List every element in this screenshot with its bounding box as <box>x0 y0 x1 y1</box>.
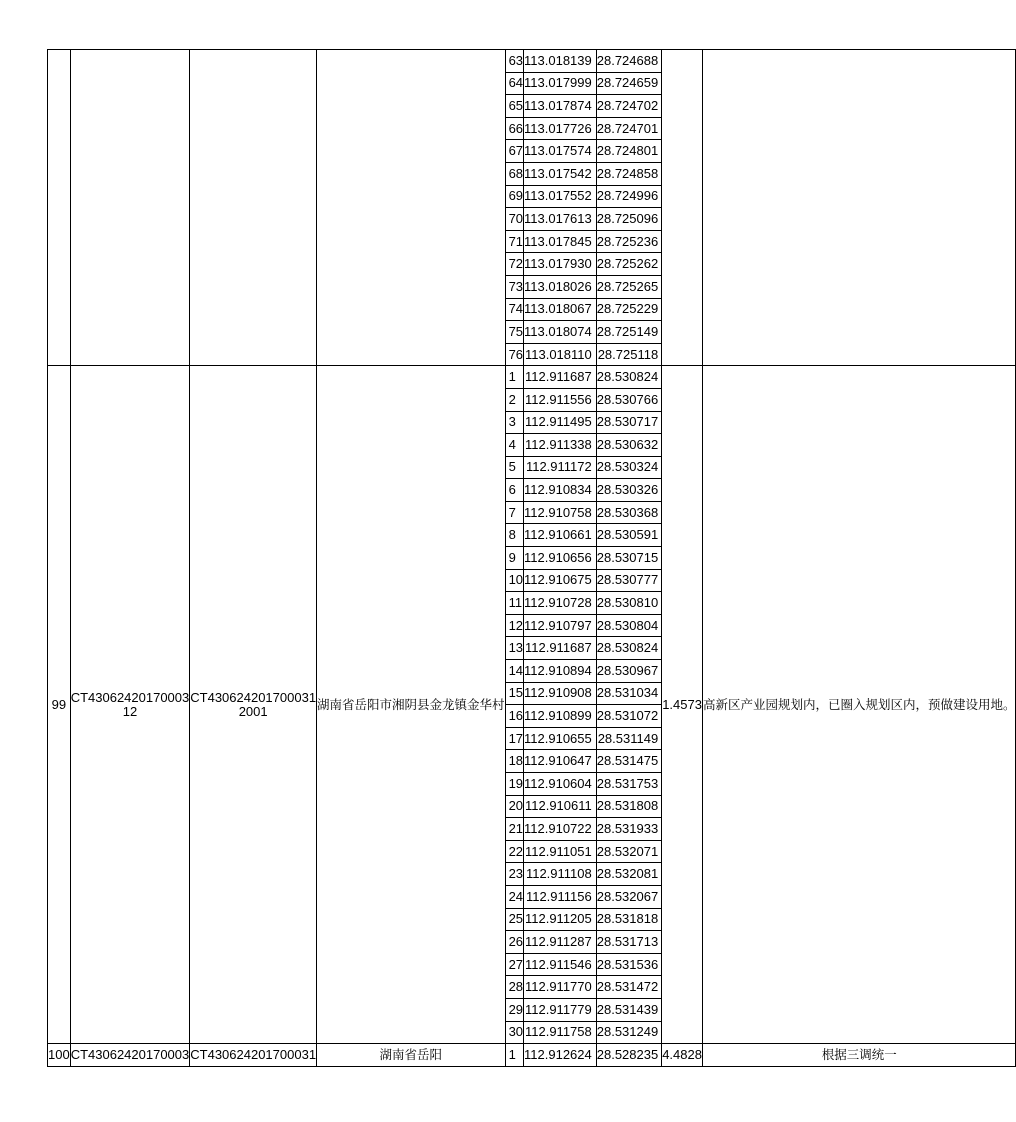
point-number: 22 <box>505 840 523 863</box>
longitude-cell: 112.910611 <box>524 795 597 818</box>
latitude-cell: 28.530810 <box>596 592 661 615</box>
latitude-cell: 28.531753 <box>596 773 661 796</box>
code2-line2: 2001 <box>238 703 268 719</box>
point-number: 1 <box>505 366 523 389</box>
seq-cell <box>48 50 71 366</box>
point-number: 70 <box>505 208 523 231</box>
latitude-cell: 28.530777 <box>596 569 661 592</box>
point-number: 71 <box>505 230 523 253</box>
note-cell <box>702 50 1016 366</box>
point-number: 67 <box>505 140 523 163</box>
point-number: 13 <box>505 637 523 660</box>
longitude-cell: 112.911687 <box>524 366 597 389</box>
point-number: 24 <box>505 885 523 908</box>
point-number: 74 <box>505 298 523 321</box>
longitude-cell: 113.017613 <box>524 208 597 231</box>
longitude-cell: 112.912624 <box>524 1044 597 1067</box>
longitude-cell: 112.910675 <box>524 569 597 592</box>
point-number: 18 <box>505 750 523 773</box>
latitude-cell: 28.724996 <box>596 185 661 208</box>
point-number: 27 <box>505 953 523 976</box>
point-number: 15 <box>505 682 523 705</box>
longitude-cell: 112.911108 <box>524 863 597 886</box>
seq-cell: 100 <box>48 1044 71 1067</box>
point-number: 19 <box>505 773 523 796</box>
latitude-cell: 28.531034 <box>596 682 661 705</box>
longitude-cell: 112.911287 <box>524 931 597 954</box>
point-number: 28 <box>505 976 523 999</box>
latitude-cell: 28.530715 <box>596 547 661 570</box>
point-number: 17 <box>505 727 523 750</box>
point-number: 6 <box>505 479 523 502</box>
longitude-cell: 112.911556 <box>524 388 597 411</box>
latitude-cell: 28.724858 <box>596 162 661 185</box>
code2-cell: CT430624201700031 <box>190 1044 317 1067</box>
longitude-cell: 113.017845 <box>524 230 597 253</box>
longitude-cell: 113.018110 <box>524 343 597 366</box>
latitude-cell: 28.530368 <box>596 501 661 524</box>
point-number: 66 <box>505 117 523 140</box>
latitude-cell: 28.532081 <box>596 863 661 886</box>
latitude-cell: 28.531439 <box>596 998 661 1021</box>
latitude-cell: 28.724702 <box>596 95 661 118</box>
latitude-cell: 28.530824 <box>596 637 661 660</box>
latitude-cell: 28.531933 <box>596 818 661 841</box>
code2-cell <box>190 366 317 1044</box>
point-number: 68 <box>505 162 523 185</box>
latitude-cell: 28.531536 <box>596 953 661 976</box>
latitude-cell: 28.531149 <box>596 727 661 750</box>
longitude-cell: 113.018067 <box>524 298 597 321</box>
table-row <box>48 366 1016 389</box>
point-number: 21 <box>505 818 523 841</box>
note-cell: 高新区产业园规划内，已圈入规划区内，预做建设用地。 <box>702 366 1016 1044</box>
longitude-cell: 112.910894 <box>524 660 597 683</box>
latitude-cell: 28.725118 <box>596 343 661 366</box>
point-number: 16 <box>505 705 523 728</box>
point-number: 3 <box>505 411 523 434</box>
location-cell: 湖南省岳阳 <box>317 1044 506 1067</box>
area-cell: 1.4573 <box>662 366 703 1044</box>
point-number: 30 <box>505 1021 523 1044</box>
latitude-cell: 28.531475 <box>596 750 661 773</box>
point-number: 26 <box>505 931 523 954</box>
area-cell: 4.4828 <box>662 1044 703 1067</box>
point-number: 8 <box>505 524 523 547</box>
code1-cell: CT43062420170003 <box>70 1044 190 1067</box>
latitude-cell: 28.725262 <box>596 253 661 276</box>
point-number: 72 <box>505 253 523 276</box>
latitude-cell: 28.530766 <box>596 388 661 411</box>
longitude-cell: 112.910728 <box>524 592 597 615</box>
longitude-cell: 112.910655 <box>524 727 597 750</box>
longitude-cell: 112.910647 <box>524 750 597 773</box>
latitude-cell: 28.531808 <box>596 795 661 818</box>
point-number: 14 <box>505 660 523 683</box>
latitude-cell: 28.530324 <box>596 456 661 479</box>
coordinate-table <box>47 49 1016 1067</box>
longitude-cell: 113.017542 <box>524 162 597 185</box>
longitude-cell: 112.910908 <box>524 682 597 705</box>
code1-line2: 12 <box>122 703 138 719</box>
longitude-cell: 113.017552 <box>524 185 597 208</box>
longitude-cell: 112.910834 <box>524 479 597 502</box>
longitude-cell: 112.911495 <box>524 411 597 434</box>
point-number: 63 <box>505 50 523 73</box>
point-number: 1 <box>505 1044 523 1067</box>
latitude-cell: 28.725236 <box>596 230 661 253</box>
latitude-cell: 28.724659 <box>596 72 661 95</box>
latitude-cell: 28.724688 <box>596 50 661 73</box>
point-number: 75 <box>505 321 523 344</box>
latitude-cell: 28.530804 <box>596 614 661 637</box>
latitude-cell: 28.531072 <box>596 705 661 728</box>
area-cell <box>662 50 703 366</box>
longitude-cell: 112.911770 <box>524 976 597 999</box>
longitude-cell: 113.017574 <box>524 140 597 163</box>
latitude-cell: 28.530632 <box>596 434 661 457</box>
code2-cell <box>190 50 317 366</box>
latitude-cell: 28.725096 <box>596 208 661 231</box>
point-number: 5 <box>505 456 523 479</box>
latitude-cell: 28.531249 <box>596 1021 661 1044</box>
point-number: 69 <box>505 185 523 208</box>
longitude-cell: 112.910604 <box>524 773 597 796</box>
code2-line1: CT430624201700031 <box>190 689 317 705</box>
longitude-cell: 112.911546 <box>524 953 597 976</box>
longitude-cell: 112.910758 <box>524 501 597 524</box>
table-row <box>48 1044 1016 1067</box>
note-cell: 根据三调统一 <box>702 1044 1016 1067</box>
latitude-cell: 28.725265 <box>596 275 661 298</box>
latitude-cell: 28.724801 <box>596 140 661 163</box>
latitude-cell: 28.532067 <box>596 885 661 908</box>
point-number: 11 <box>505 592 523 615</box>
latitude-cell: 28.532071 <box>596 840 661 863</box>
longitude-cell: 112.910722 <box>524 818 597 841</box>
longitude-cell: 112.911156 <box>524 885 597 908</box>
longitude-cell: 112.911779 <box>524 998 597 1021</box>
latitude-cell: 28.530326 <box>596 479 661 502</box>
latitude-cell: 28.531472 <box>596 976 661 999</box>
longitude-cell: 113.017726 <box>524 117 597 140</box>
longitude-cell: 113.017874 <box>524 95 597 118</box>
point-number: 73 <box>505 275 523 298</box>
longitude-cell: 112.911687 <box>524 637 597 660</box>
point-number: 29 <box>505 998 523 1021</box>
point-number: 25 <box>505 908 523 931</box>
code1-line1: CT43062420170003 <box>70 689 190 705</box>
longitude-cell: 113.018074 <box>524 321 597 344</box>
latitude-cell: 28.530824 <box>596 366 661 389</box>
latitude-cell: 28.530967 <box>596 660 661 683</box>
point-number: 7 <box>505 501 523 524</box>
longitude-cell: 113.018139 <box>524 50 597 73</box>
point-number: 23 <box>505 863 523 886</box>
point-number: 76 <box>505 343 523 366</box>
code1-cell <box>70 366 190 1044</box>
longitude-cell: 112.911758 <box>524 1021 597 1044</box>
point-number: 20 <box>505 795 523 818</box>
longitude-cell: 112.911051 <box>524 840 597 863</box>
latitude-cell: 28.724701 <box>596 117 661 140</box>
location-cell <box>317 50 506 366</box>
point-number: 64 <box>505 72 523 95</box>
latitude-cell: 28.725229 <box>596 298 661 321</box>
longitude-cell: 112.910656 <box>524 547 597 570</box>
latitude-cell: 28.530591 <box>596 524 661 547</box>
longitude-cell: 112.911338 <box>524 434 597 457</box>
latitude-cell: 28.531713 <box>596 931 661 954</box>
longitude-cell: 112.911172 <box>524 456 597 479</box>
point-number: 12 <box>505 614 523 637</box>
latitude-cell: 28.528235 <box>596 1044 661 1067</box>
latitude-cell: 28.531818 <box>596 908 661 931</box>
longitude-cell: 112.910661 <box>524 524 597 547</box>
code1-cell <box>70 50 190 366</box>
longitude-cell: 113.017999 <box>524 72 597 95</box>
point-number: 10 <box>505 569 523 592</box>
point-number: 4 <box>505 434 523 457</box>
seq-cell: 99 <box>48 366 71 1044</box>
table-row <box>48 50 1016 73</box>
longitude-cell: 112.910899 <box>524 705 597 728</box>
longitude-cell: 112.911205 <box>524 908 597 931</box>
point-number: 2 <box>505 388 523 411</box>
longitude-cell: 113.017930 <box>524 253 597 276</box>
latitude-cell: 28.530717 <box>596 411 661 434</box>
point-number: 65 <box>505 95 523 118</box>
longitude-cell: 112.910797 <box>524 614 597 637</box>
point-number: 9 <box>505 547 523 570</box>
latitude-cell: 28.725149 <box>596 321 661 344</box>
location-cell: 湖南省岳阳市湘阴县金龙镇金华村 <box>317 366 506 1044</box>
longitude-cell: 113.018026 <box>524 275 597 298</box>
